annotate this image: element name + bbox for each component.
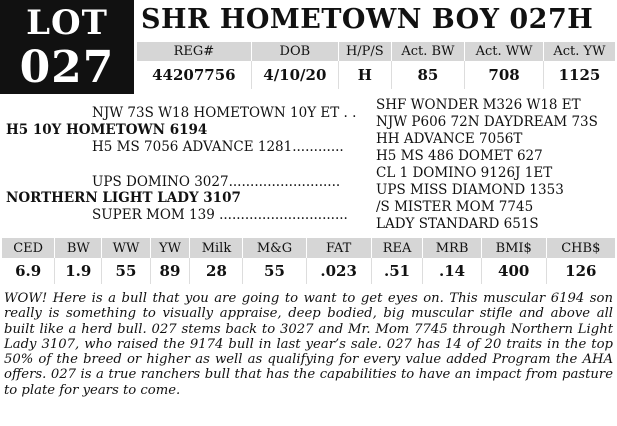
- epd-header: Milk: [190, 238, 243, 258]
- epd-value: 55: [243, 258, 306, 284]
- pedigree-dam: NORTHERN LIGHT LADY 3107: [6, 190, 241, 206]
- stats-value: 85: [391, 61, 465, 89]
- stats-header: REG#: [137, 42, 251, 61]
- epd-value: 1.9: [55, 258, 102, 284]
- epd-header: CED: [2, 238, 55, 258]
- epd-header: YW: [150, 238, 190, 258]
- epd-value: .023: [306, 258, 371, 284]
- pedigree-right-line: CL 1 DOMINO 9126J 1ET: [376, 165, 553, 181]
- pedigree-right-line: /S MISTER MOM 7745: [376, 199, 534, 215]
- stats-value: 708: [465, 61, 544, 89]
- stats-value: H: [338, 61, 391, 89]
- stats-header: Act. BW: [391, 42, 465, 61]
- stats-header: DOB: [251, 42, 338, 61]
- epd-value: 55: [102, 258, 150, 284]
- epd-value: .14: [423, 258, 481, 284]
- epd-value: 400: [481, 258, 546, 284]
- pedigree-sire-dam: H5 MS 7056 ADVANCE 1281............: [92, 139, 344, 155]
- stats-value: 44207756: [152, 66, 236, 84]
- epd-header-row: [2, 238, 615, 258]
- pedigree-right-line: SHF WONDER M326 W18 ET: [376, 97, 581, 113]
- lot-number: 027: [19, 42, 115, 93]
- epd-value: .51: [371, 258, 423, 284]
- pedigree-right-line: H5 MS 486 DOMET 627: [376, 148, 543, 164]
- epd-header: WW: [102, 238, 150, 258]
- lot-badge: [0, 0, 134, 94]
- pedigree-sire-sire: NJW 73S W18 HOMETOWN 10Y ET . .: [92, 105, 357, 121]
- epd-header: BMI$: [481, 238, 546, 258]
- registration-stats-table: [137, 42, 615, 89]
- lot-label: LOT: [26, 3, 108, 43]
- pedigree-dam-sire: UPS DOMINO 3027..........................: [92, 174, 341, 190]
- stats-header: Act. YW: [543, 42, 615, 61]
- stats-header: Act. WW: [465, 42, 544, 61]
- epd-header: BW: [55, 238, 102, 258]
- lot-description: WOW! Here is a bull that you are going to want to get eyes on. This muscular 6194 son really is something to visually appraise, deep bodied, big muscular stifle and above all built like a herd bull. 027 stems back to 3027 and Mr. Mom 7745 through Northern Light Lady 3107, who raised the 9174 bull in last year’s sale. 027 has 14 of 20 traits in the top 50% of the breed or higher as well as qualifying for every value added Program the AHA offers. 027 is a true ranchers bull that has the capabilities to have an impact from pasture to plate for years to come.: [4, 291, 613, 398]
- epd-header: FAT: [306, 238, 371, 258]
- epd-value: 89: [150, 258, 190, 284]
- epd-header: REA: [371, 238, 423, 258]
- pedigree-dam-dam: SUPER MOM 139 ..............................: [92, 207, 348, 223]
- pedigree-right-line: LADY STANDARD 651S: [376, 216, 539, 232]
- pedigree-right-line: HH ADVANCE 7056T: [376, 131, 523, 147]
- epd-header: M&G: [243, 238, 306, 258]
- epd-value: 126: [546, 258, 615, 284]
- stats-value: 1125: [543, 61, 615, 89]
- epd-value: 6.9: [15, 262, 42, 280]
- epd-header: CHB$: [546, 238, 615, 258]
- pedigree-right-line: NJW P606 72N DAYDREAM 73S: [376, 114, 598, 130]
- stats-value-row: [137, 61, 615, 89]
- pedigree-sire: H5 10Y HOMETOWN 6194: [6, 122, 208, 138]
- pedigree-right-line: UPS MISS DIAMOND 1353: [376, 182, 564, 198]
- epd-value-row: [2, 258, 615, 284]
- stats-header: H/P/S: [338, 42, 391, 61]
- stats-value: 4/10/20: [251, 61, 338, 89]
- epd-value: 28: [190, 258, 243, 284]
- animal-name: SHR HOMETOWN BOY 027H: [141, 4, 594, 35]
- stats-header-row: [137, 42, 615, 61]
- epd-header: MRB: [423, 238, 481, 258]
- epd-table: [2, 238, 615, 284]
